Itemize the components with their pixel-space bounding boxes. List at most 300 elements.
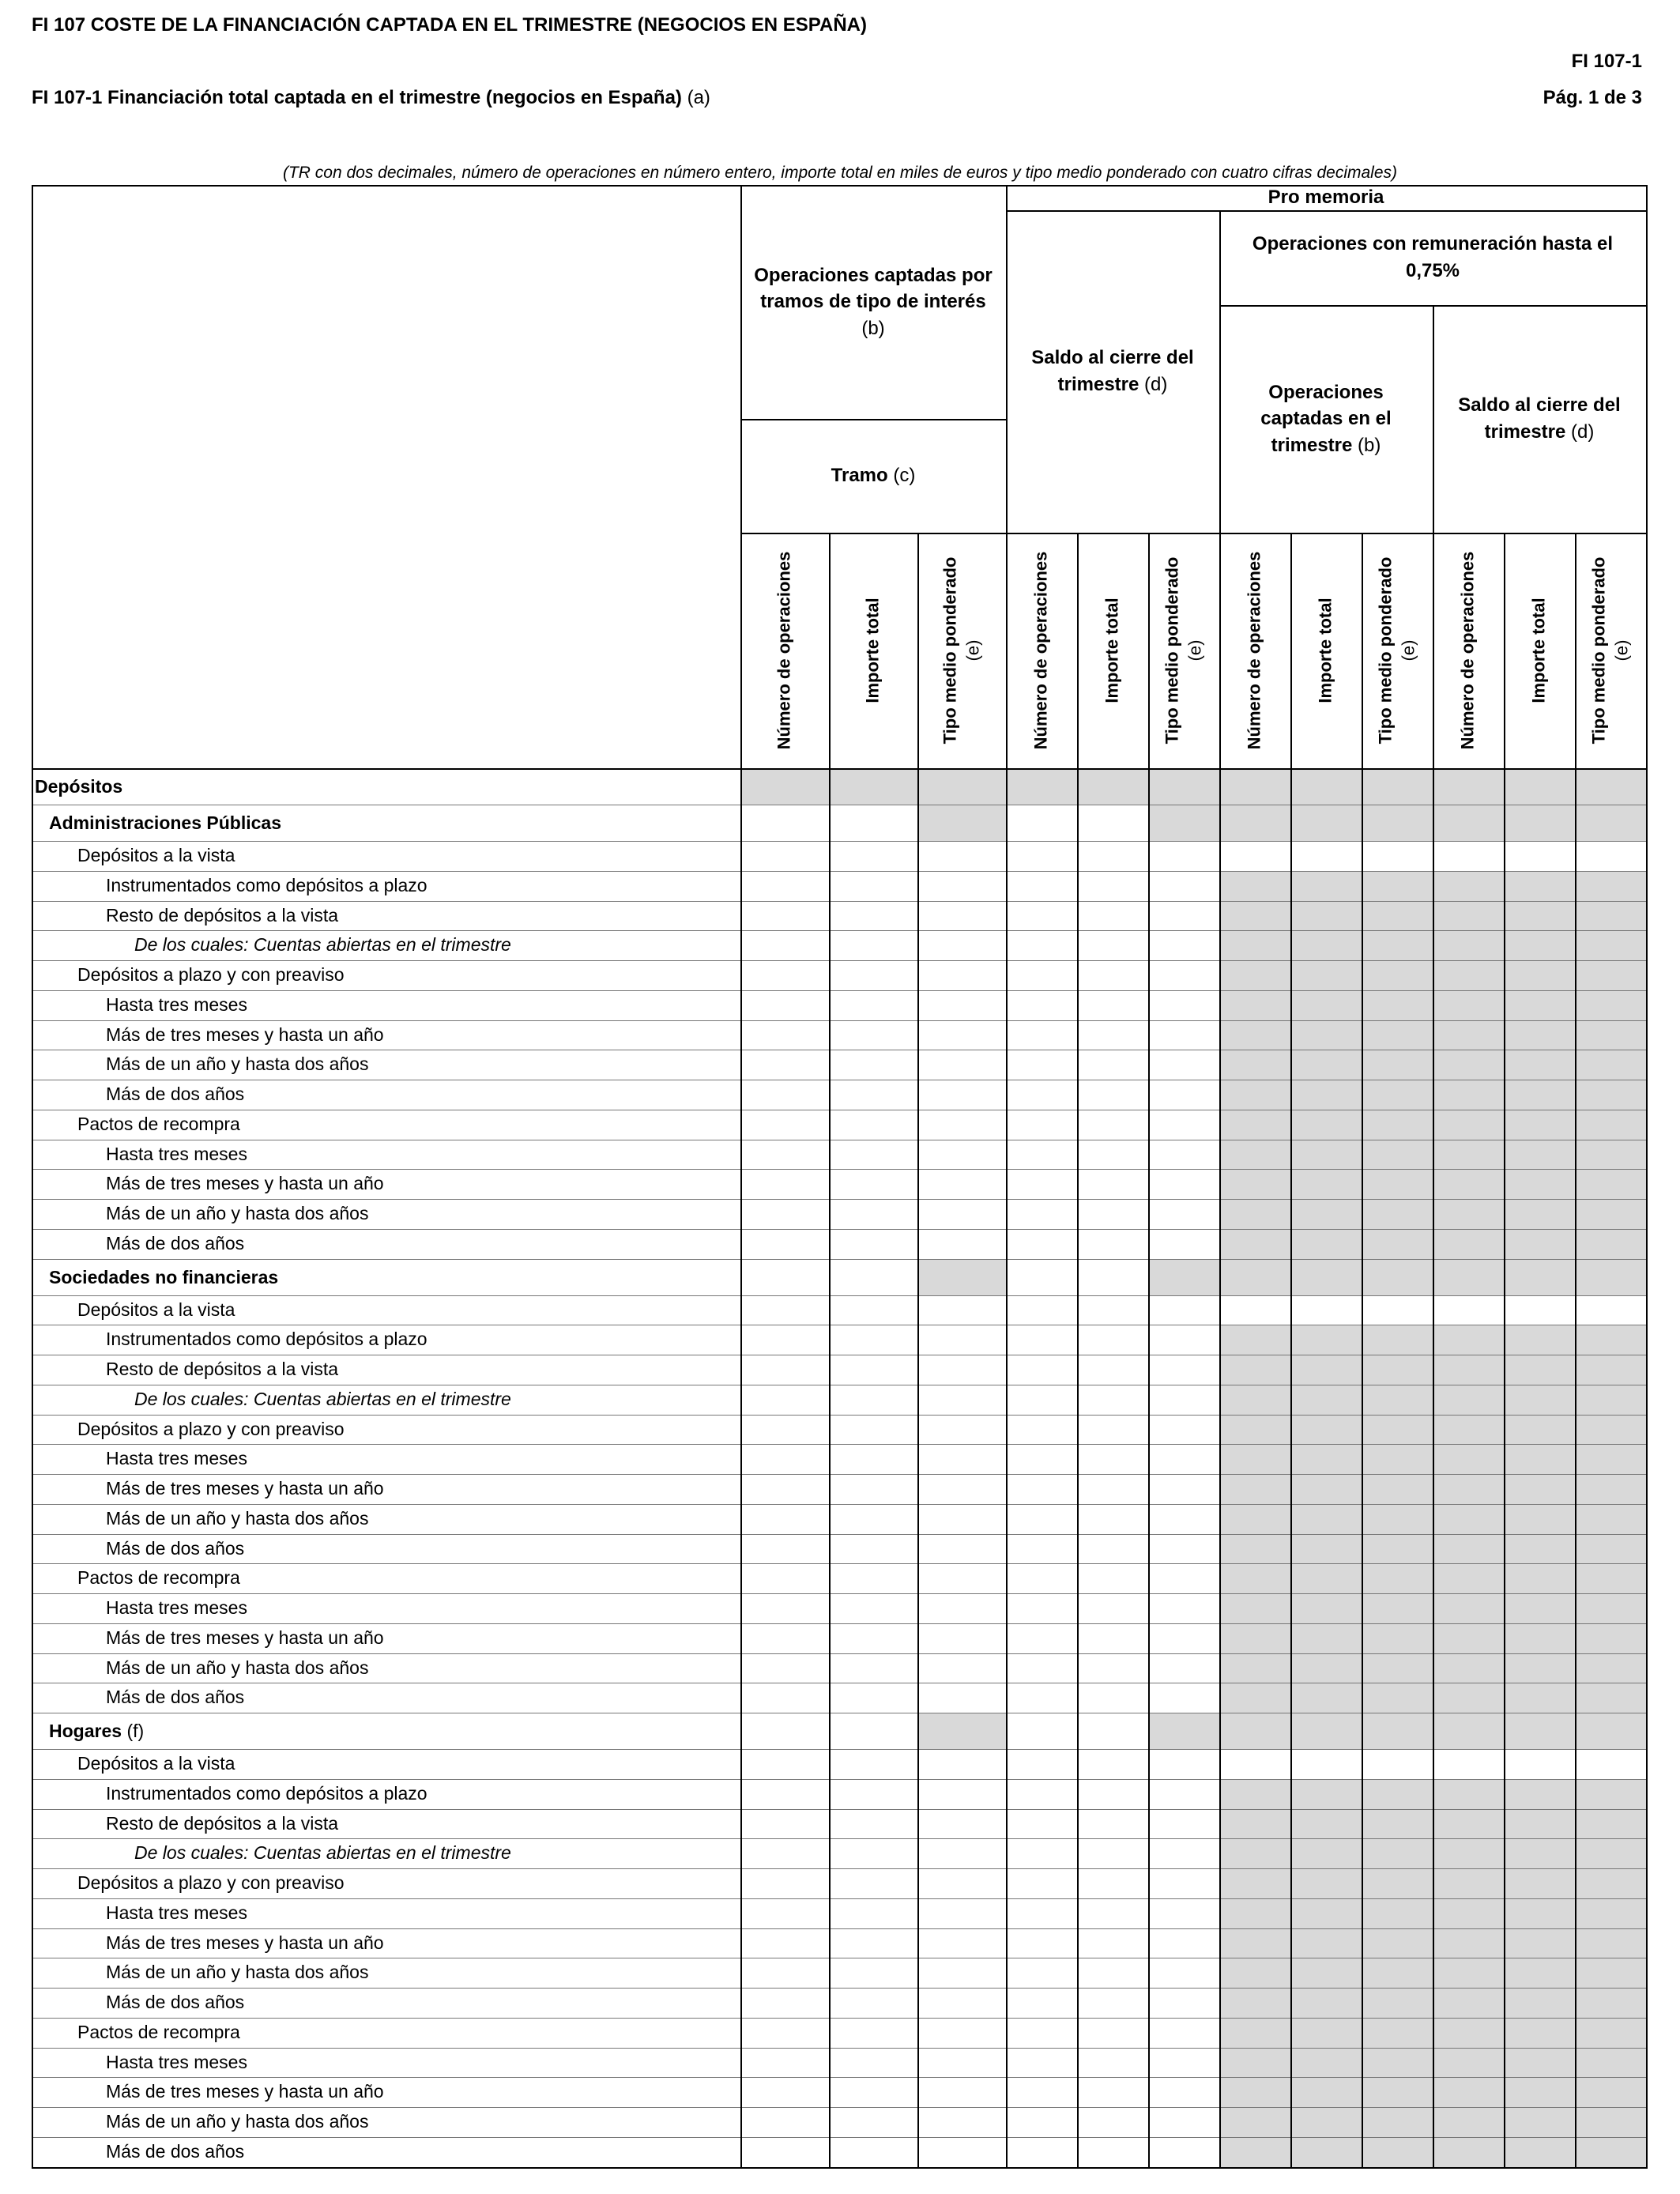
shaded-cell [1504, 1988, 1575, 2018]
shaded-cell [1504, 1868, 1575, 1898]
row-label-text: Más de tres meses y hasta un año [106, 2081, 384, 2102]
shaded-cell [1362, 1325, 1433, 1355]
shaded-cell [1362, 1229, 1433, 1259]
shaded-cell [1433, 1713, 1504, 1749]
shaded-cell [1433, 2018, 1504, 2048]
shaded-cell [1362, 2077, 1433, 2107]
column-header-note: (e) [1185, 639, 1204, 662]
shaded-cell [1504, 901, 1575, 931]
shaded-cell [1290, 1199, 1362, 1229]
tramo-header-note: (c) [893, 465, 916, 487]
shaded-cell [1290, 1020, 1362, 1050]
column-header-label: Importe total [1315, 598, 1335, 703]
ops-captadas-header-text [1226, 379, 1426, 459]
shaded-cell [1433, 1385, 1504, 1415]
shaded-cell [1504, 1199, 1575, 1229]
row-label [32, 1504, 740, 1534]
row-label [32, 1779, 740, 1809]
shaded-cell [1575, 2077, 1646, 2107]
row-label [32, 1838, 740, 1868]
row-label [32, 901, 740, 931]
row-label [32, 1563, 740, 1593]
row-label [32, 1080, 740, 1110]
shaded-cell [1362, 1355, 1433, 1385]
shaded-cell [1148, 768, 1219, 805]
shaded-cell [1575, 1928, 1646, 1958]
shaded-cell [1504, 1958, 1575, 1988]
row-label [32, 1385, 740, 1415]
shaded-cell [1362, 1140, 1433, 1170]
row-label [32, 1534, 740, 1564]
ops-captadas-header-label: Operaciones captadas en el trimestre [1260, 381, 1392, 456]
shaded-cell [1433, 1534, 1504, 1564]
row-label-text: Más de dos años [106, 1992, 245, 2012]
shaded-cell [1433, 1928, 1504, 1958]
shaded-cell [1219, 1928, 1290, 1958]
remuneracion-header-text [1226, 231, 1640, 284]
shaded-cell [1219, 768, 1290, 805]
row-label-text: Resto de depósitos a la vista [106, 1812, 339, 1834]
shaded-cell [1433, 1474, 1504, 1504]
shaded-cell [1504, 1713, 1575, 1749]
shaded-cell [1219, 1593, 1290, 1623]
row-label-text: Más de tres meses y hasta un año [106, 1478, 384, 1498]
column-header-text [1315, 536, 1338, 765]
shaded-cell [1575, 901, 1646, 931]
column-header-text [1030, 536, 1053, 765]
remuneracion-header-label: Operaciones con remuneración hasta el 0,75% [1252, 233, 1614, 281]
shaded-cell [1433, 1623, 1504, 1653]
row-label [32, 1868, 740, 1898]
shaded-cell [1148, 805, 1219, 841]
shaded-cell [1290, 1415, 1362, 1445]
row-label [32, 1050, 740, 1080]
shaded-cell [1433, 1898, 1504, 1928]
row-label-text: Pactos de recompra [77, 1113, 240, 1134]
grid-line [1575, 533, 1576, 2167]
column-header-text [1588, 536, 1633, 765]
row-label [32, 1474, 740, 1504]
column-header-label: Número de operaciones [1457, 551, 1478, 750]
shaded-cell [1433, 1050, 1504, 1080]
ops-tramos-header-text [747, 262, 1000, 342]
shaded-cell [1290, 1169, 1362, 1199]
shaded-cell [1433, 990, 1504, 1020]
shaded-cell [1575, 2137, 1646, 2167]
shaded-cell [1504, 1928, 1575, 1958]
shaded-cell [1362, 990, 1433, 1020]
row-label-text: Depósitos a la vista [77, 1299, 235, 1320]
shaded-cell [1575, 1988, 1646, 2018]
shaded-cell [1219, 1415, 1290, 1445]
remuneracion-header [1219, 210, 1646, 305]
subtitle-note: (a) [687, 87, 710, 108]
shaded-cell [1504, 1415, 1575, 1445]
shaded-cell [1575, 2107, 1646, 2137]
shaded-cell [1575, 1355, 1646, 1385]
column-header-text [939, 536, 984, 765]
shaded-cell [1362, 1928, 1433, 1958]
row-label [32, 1593, 740, 1623]
shaded-cell [1362, 1958, 1433, 1988]
column-header [1575, 533, 1646, 768]
shaded-cell [1219, 1563, 1290, 1593]
shaded-cell [1219, 2137, 1290, 2167]
row-label-text: Depósitos a la vista [77, 1753, 235, 1774]
shaded-cell [1433, 1593, 1504, 1623]
row-label [32, 960, 740, 990]
shaded-cell [1575, 1169, 1646, 1199]
grid-line [1504, 533, 1505, 2167]
shaded-cell [1362, 1415, 1433, 1445]
shaded-cell [917, 768, 1006, 805]
shaded-cell [1219, 1474, 1290, 1504]
column-header-text [862, 536, 885, 765]
column-header-label: Importe total [1102, 598, 1122, 703]
shaded-cell [1290, 1504, 1362, 1534]
ops-captadas-header [1219, 305, 1433, 533]
ops-tramos-header [740, 185, 1006, 419]
shaded-cell [1219, 1355, 1290, 1385]
shaded-cell [1575, 930, 1646, 960]
shaded-cell [1433, 1355, 1504, 1385]
column-header [1219, 533, 1290, 768]
tramo-header-text [831, 462, 916, 489]
shaded-cell [1290, 1050, 1362, 1080]
shaded-cell [1504, 930, 1575, 960]
row-label [32, 2018, 740, 2048]
shaded-cell [1433, 901, 1504, 931]
shaded-cell [1219, 1385, 1290, 1415]
row-label-text: Hasta tres meses [106, 2051, 247, 2072]
shaded-cell [1575, 1958, 1646, 1988]
column-header-note: (e) [1398, 639, 1418, 662]
shaded-cell [1575, 1623, 1646, 1653]
saldo-remun-header-note: (d) [1571, 421, 1595, 443]
column-header-label: Tipo medio ponderado [1162, 556, 1182, 745]
shaded-cell [1219, 1868, 1290, 1898]
shaded-cell [1362, 1713, 1433, 1749]
column-header [1077, 533, 1148, 768]
shaded-cell [1504, 1325, 1575, 1355]
shaded-cell [1219, 1259, 1290, 1295]
shaded-cell [1575, 1713, 1646, 1749]
column-header [829, 533, 917, 768]
shaded-cell [1575, 1838, 1646, 1868]
grid-line [1290, 533, 1292, 2167]
row-label-text: Sociedades no financieras [49, 1266, 279, 1287]
shaded-cell [1433, 1838, 1504, 1868]
shaded-cell [1290, 805, 1362, 841]
shaded-cell [1575, 1809, 1646, 1839]
shaded-cell [1290, 2077, 1362, 2107]
row-label [32, 1713, 740, 1749]
shaded-cell [1504, 1534, 1575, 1564]
row-label [32, 1415, 740, 1445]
shaded-cell [1362, 805, 1433, 841]
row-label-text: Depósitos [35, 776, 123, 797]
shaded-cell [1219, 1444, 1290, 1474]
shaded-cell [1433, 1683, 1504, 1713]
shaded-cell [1290, 1110, 1362, 1140]
shaded-cell [1362, 960, 1433, 990]
row-label-text: Pactos de recompra [77, 2021, 240, 2042]
shaded-cell [1290, 930, 1362, 960]
row-label-text: Administraciones Públicas [49, 812, 281, 833]
column-header-label: Tipo medio ponderado [1588, 556, 1609, 745]
shaded-cell [1575, 1199, 1646, 1229]
row-label-text: De los cuales: Cuentas abiertas en el trimestre [134, 934, 511, 956]
shaded-cell [1575, 1653, 1646, 1683]
shaded-cell [1290, 1593, 1362, 1623]
row-label [32, 990, 740, 1020]
row-label-text: Más de dos años [106, 2140, 245, 2162]
shaded-cell [1219, 1683, 1290, 1713]
shaded-cell [1362, 2107, 1433, 2137]
shaded-cell [1290, 1958, 1362, 1988]
row-label-text: Más de dos años [106, 1537, 245, 1559]
column-header-label: Importe total [862, 598, 883, 703]
shaded-cell [1219, 1809, 1290, 1839]
shaded-cell [1219, 1898, 1290, 1928]
row-label-text: Instrumentados como depósitos a plazo [106, 1329, 428, 1350]
row-label [32, 1229, 740, 1259]
row-label-text: Resto de depósitos a la vista [106, 904, 339, 925]
row-label-text: Instrumentados como depósitos a plazo [106, 874, 428, 895]
row-label-text: Hasta tres meses [106, 1143, 247, 1164]
column-header-label: Tipo medio ponderado [940, 556, 960, 745]
row-label-text: Más de dos años [106, 1687, 245, 1708]
shaded-cell [1575, 1050, 1646, 1080]
row-label [32, 2107, 740, 2137]
shaded-cell [1575, 1504, 1646, 1534]
grid-line [1646, 185, 1648, 2167]
shaded-cell [1290, 1653, 1362, 1683]
shaded-cell [1433, 1169, 1504, 1199]
column-header [917, 533, 1006, 768]
ops-tramos-header-label: Operaciones captadas por tramos de tipo de interés [754, 264, 993, 313]
shaded-cell [1290, 1683, 1362, 1713]
shaded-cell [1290, 1838, 1362, 1868]
column-header-label: Importe total [1528, 598, 1549, 703]
shaded-cell [1433, 1110, 1504, 1140]
shaded-cell [1362, 1653, 1433, 1683]
shaded-cell [1290, 871, 1362, 901]
shaded-cell [1575, 1325, 1646, 1355]
column-header-note: (e) [1611, 639, 1631, 662]
shaded-cell [1504, 1838, 1575, 1868]
ops-tramos-header-note: (b) [861, 317, 885, 339]
column-header-label: Número de operaciones [1030, 551, 1051, 750]
shaded-cell [1290, 2107, 1362, 2137]
shaded-cell [1575, 805, 1646, 841]
shaded-cell [1219, 2018, 1290, 2048]
row-label [32, 1199, 740, 1229]
shaded-cell [1219, 1623, 1290, 1653]
row-label [32, 1749, 740, 1779]
column-header-text [1102, 536, 1124, 765]
shaded-cell [1575, 871, 1646, 901]
shaded-cell [1433, 768, 1504, 805]
shaded-cell [1148, 1713, 1219, 1749]
shaded-cell [1575, 990, 1646, 1020]
shaded-cell [1433, 2137, 1504, 2167]
shaded-cell [1290, 1325, 1362, 1355]
shaded-cell [1290, 768, 1362, 805]
shaded-cell [1504, 1593, 1575, 1623]
shaded-cell [1575, 1779, 1646, 1809]
shaded-cell [1362, 1563, 1433, 1593]
shaded-cell [1575, 1415, 1646, 1445]
row-label-text: Depósitos a plazo y con preaviso [77, 1418, 345, 1439]
shaded-cell [1362, 871, 1433, 901]
row-label [32, 1444, 740, 1474]
shaded-cell [1433, 1199, 1504, 1229]
shaded-cell [1219, 1169, 1290, 1199]
shaded-cell [1290, 1928, 1362, 1958]
page-number: Pág. 1 de 3 [1543, 87, 1642, 108]
row-label-text: Instrumentados como depósitos a plazo [106, 1782, 428, 1804]
shaded-cell [1362, 2048, 1433, 2078]
row-label-text: Más de un año y hasta dos años [106, 1054, 369, 1075]
shaded-cell [1504, 1385, 1575, 1415]
row-label-text: Más de tres meses y hasta un año [106, 1932, 384, 1953]
shaded-cell [1504, 805, 1575, 841]
shaded-cell [1290, 1385, 1362, 1415]
shaded-cell [1290, 1140, 1362, 1170]
shaded-cell [1219, 1958, 1290, 1988]
saldo-header-label: Saldo al cierre del trimestre [1031, 347, 1194, 395]
shaded-cell [1433, 960, 1504, 990]
grid-line [1362, 533, 1363, 2167]
shaded-cell [1362, 1779, 1433, 1809]
shaded-cell [1290, 1713, 1362, 1749]
shaded-cell [1362, 1683, 1433, 1713]
shaded-cell [1290, 960, 1362, 990]
shaded-cell [1219, 1080, 1290, 1110]
pro-memoria-header [1006, 185, 1646, 210]
form-code: FI 107-1 [1571, 51, 1642, 72]
shaded-cell [1504, 960, 1575, 990]
shaded-cell [1362, 1444, 1433, 1474]
row-label [32, 1653, 740, 1683]
column-header-note: (e) [962, 639, 982, 662]
row-label [32, 1259, 740, 1295]
shaded-cell [1575, 2048, 1646, 2078]
row-label-text: Hasta tres meses [106, 1448, 247, 1469]
shaded-cell [1433, 1444, 1504, 1474]
column-header [1006, 533, 1077, 768]
row-label [32, 1988, 740, 2018]
column-header-text [774, 536, 797, 765]
shaded-cell [917, 1259, 1006, 1295]
shaded-cell [1504, 1474, 1575, 1504]
shaded-cell [1433, 2107, 1504, 2137]
shaded-cell [1362, 1623, 1433, 1653]
shaded-cell [1219, 1140, 1290, 1170]
subtitle-text: FI 107-1 Financiación total captada en el trimestre (negocios en España) [32, 87, 682, 108]
row-label-text: Depósitos a plazo y con preaviso [77, 1872, 345, 1893]
shaded-cell [1575, 1229, 1646, 1259]
shaded-cell [1290, 2018, 1362, 2048]
row-label-text: Hogares [49, 1721, 122, 1741]
shaded-cell [1504, 1504, 1575, 1534]
column-header-label: Número de operaciones [1244, 551, 1264, 750]
shaded-cell [1362, 1169, 1433, 1199]
shaded-cell [1504, 1779, 1575, 1809]
shaded-cell [1219, 1199, 1290, 1229]
row-label [32, 1898, 740, 1928]
shaded-cell [1504, 1140, 1575, 1170]
shaded-cell [1362, 1199, 1433, 1229]
shaded-cell [1575, 1259, 1646, 1295]
shaded-cell [1504, 1259, 1575, 1295]
shaded-cell [1219, 1050, 1290, 1080]
shaded-cell [1362, 2137, 1433, 2167]
column-header-text [1161, 536, 1206, 765]
shaded-cell [1290, 1868, 1362, 1898]
row-label [32, 1623, 740, 1653]
shaded-cell [1504, 2107, 1575, 2137]
row-label [32, 1020, 740, 1050]
row-label [32, 2048, 740, 2078]
shaded-cell [1219, 1653, 1290, 1683]
shaded-cell [1219, 805, 1290, 841]
tramo-header [740, 419, 1006, 533]
shaded-cell [1219, 1110, 1290, 1140]
shaded-cell [1219, 901, 1290, 931]
shaded-cell [1362, 1385, 1433, 1415]
shaded-cell [1504, 2048, 1575, 2078]
shaded-cell [1148, 1259, 1219, 1295]
shaded-cell [917, 805, 1006, 841]
row-label [32, 1295, 740, 1325]
row-label-text: Más de dos años [106, 1084, 245, 1104]
row-label-text: Resto de depósitos a la vista [106, 1359, 339, 1379]
shaded-cell [1433, 930, 1504, 960]
row-label [32, 1928, 740, 1958]
shaded-cell [1219, 1713, 1290, 1749]
shaded-cell [1504, 1355, 1575, 1385]
shaded-cell [1219, 2048, 1290, 2078]
shaded-cell [1575, 2018, 1646, 2048]
grid-line [32, 2167, 1648, 2169]
shaded-cell [1433, 1809, 1504, 1839]
shaded-cell [1433, 805, 1504, 841]
shaded-cell [1362, 1020, 1433, 1050]
shaded-cell [917, 1713, 1006, 1749]
row-label-text: Más de dos años [106, 1232, 245, 1253]
row-label [32, 768, 740, 805]
saldo-remun-header [1433, 305, 1646, 533]
shaded-cell [1362, 1050, 1433, 1080]
shaded-cell [1433, 1415, 1504, 1445]
shaded-cell [1575, 1020, 1646, 1050]
shaded-cell [1504, 1229, 1575, 1259]
shaded-cell [1290, 1563, 1362, 1593]
shaded-cell [1504, 1020, 1575, 1050]
row-label [32, 1958, 740, 1988]
shaded-cell [1290, 1779, 1362, 1809]
shaded-cell [1433, 1020, 1504, 1050]
shaded-cell [1575, 768, 1646, 805]
row-label [32, 1325, 740, 1355]
row-label-text: Más de un año y hasta dos años [106, 1962, 369, 1983]
column-header [1433, 533, 1504, 768]
shaded-cell [1219, 990, 1290, 1020]
row-label-text: Más de un año y hasta dos años [106, 1507, 369, 1529]
shaded-cell [1077, 768, 1148, 805]
